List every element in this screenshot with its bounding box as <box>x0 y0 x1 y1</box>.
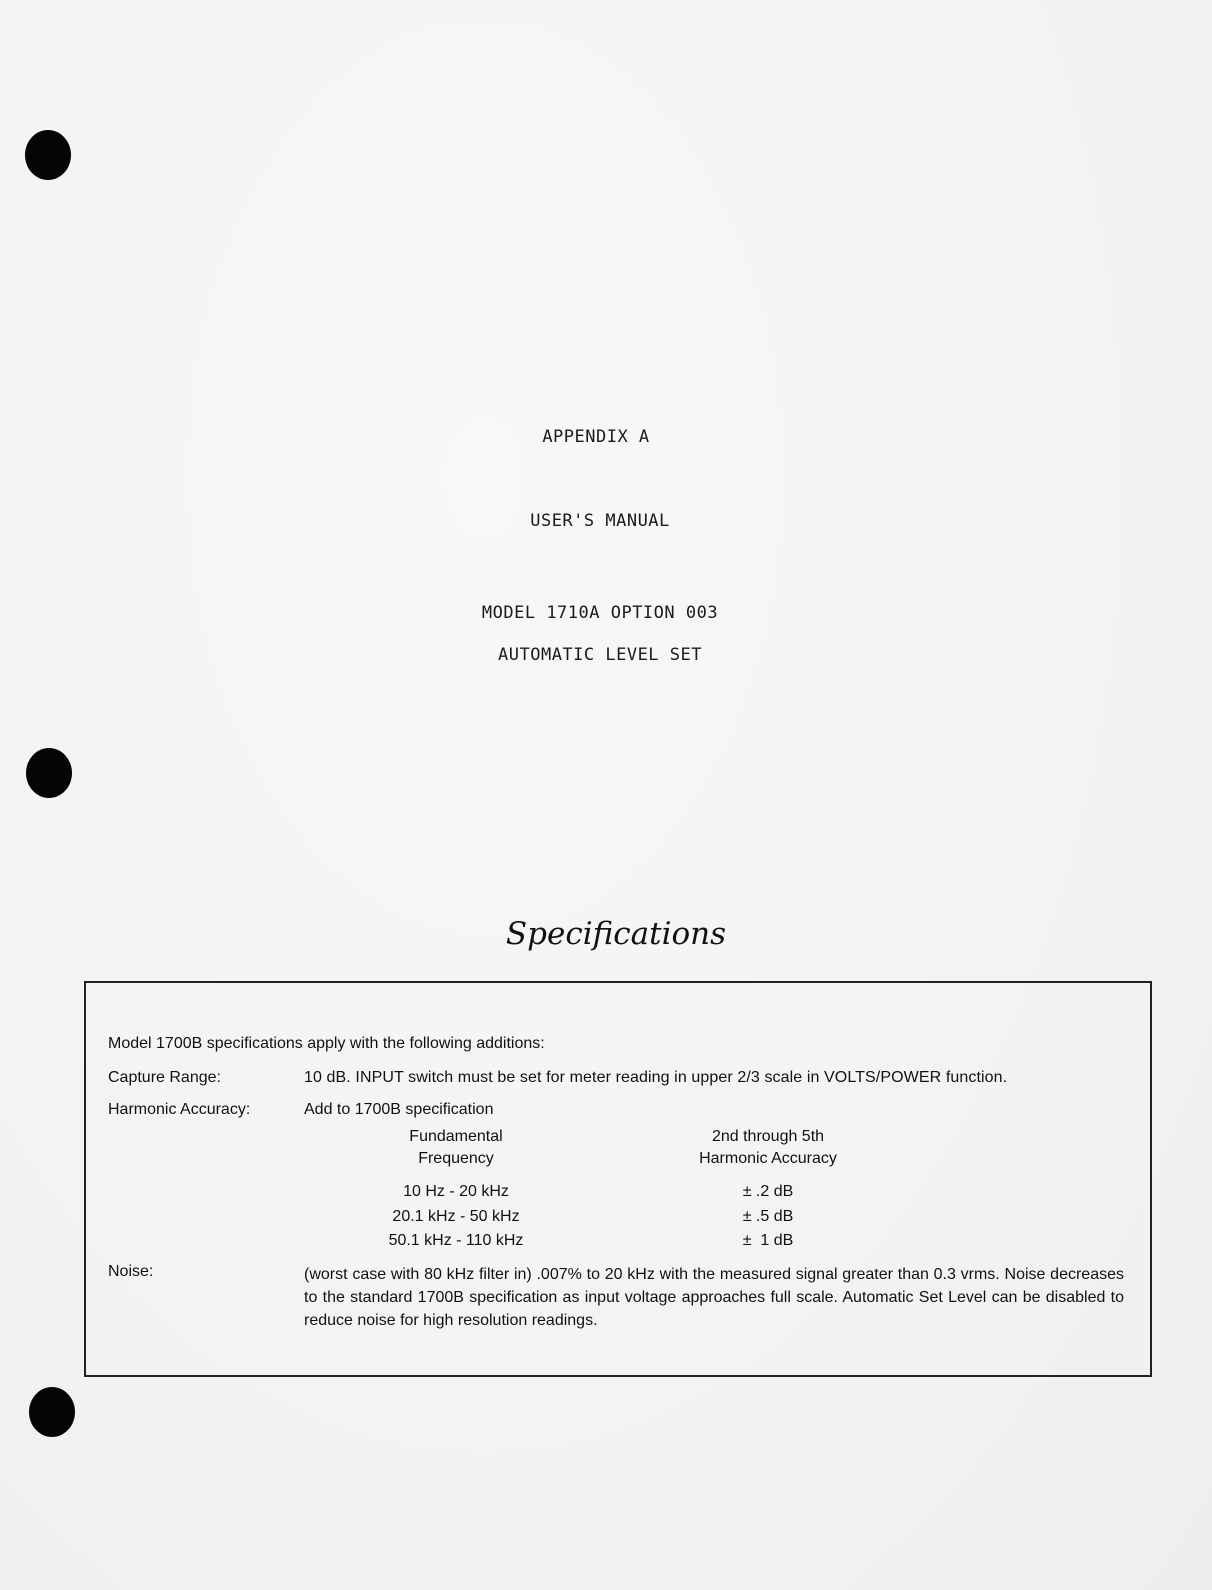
punch-hole-middle <box>26 748 72 798</box>
subtitle: AUTOMATIC LEVEL SET <box>498 645 702 665</box>
capture-range-label: Capture Range: <box>108 1069 221 1086</box>
manual-title: USER'S MANUAL <box>530 511 670 531</box>
table-row-accuracy: ± 1 dB <box>742 1232 794 1249</box>
column-header-frequency-line1: Fundamental <box>409 1128 503 1145</box>
harmonic-accuracy-value: Add to 1700B specification <box>304 1101 494 1118</box>
column-header-frequency-line2: Frequency <box>418 1150 494 1167</box>
table-row-accuracy: ± .5 dB <box>742 1208 794 1225</box>
model-title: MODEL 1710A OPTION 003 <box>481 603 719 623</box>
capture-range-value: 10 dB. INPUT switch must be set for meter reading in upper 2/3 scale in VOLTS/POWER function. <box>304 1069 1008 1086</box>
noise-value: (worst case with 80 kHz filter in) .007% to 20 kHz with the measured signal greater than 0.3 vrms. Noise decreases to the standard 1700B specification as input voltage approaches full scale. Automatic Set Level can be disabled to reduce noise for high resolution readings. <box>304 1266 1124 1329</box>
appendix-title: APPENDIX A <box>542 427 650 447</box>
table-row-frequency: 20.1 kHz - 50 kHz <box>392 1208 520 1225</box>
spec-intro: Model 1700B specifications apply with the following additions: <box>108 1035 545 1052</box>
specifications-box <box>84 981 1152 1377</box>
column-header-frequency <box>356 1126 556 1170</box>
column-header-accuracy-line1: 2nd through 5th <box>711 1128 825 1145</box>
specifications-heading: Specifications <box>505 916 727 952</box>
punch-hole-top <box>25 130 71 180</box>
noise-label: Noise: <box>108 1263 154 1280</box>
column-header-accuracy-line2: Harmonic Accuracy <box>699 1150 837 1167</box>
table-row-frequency: 10 Hz - 20 kHz <box>403 1183 509 1200</box>
harmonic-accuracy-label: Harmonic Accuracy: <box>108 1101 251 1118</box>
table-row-accuracy: ± .2 dB <box>742 1183 794 1200</box>
punch-hole-bottom <box>29 1387 75 1437</box>
table-row-frequency: 50.1 kHz - 110 kHz <box>388 1232 524 1249</box>
column-header-accuracy <box>668 1126 868 1170</box>
